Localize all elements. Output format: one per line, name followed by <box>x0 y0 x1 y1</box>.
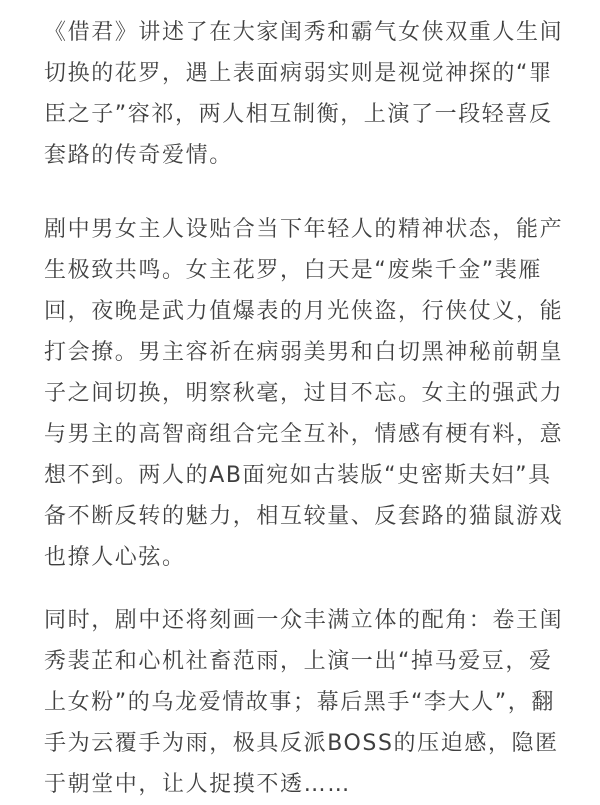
text-line: 打会撩。男主容祈在病弱美男和白切黑神秘前朝皇 <box>44 340 564 365</box>
text-line: 同时，剧中还将刻画一众丰满立体的配角：卷王闺 <box>44 608 564 633</box>
text-line: 生极致共鸣。女主花罗，白天是“废柴千金”裴雁 <box>44 258 542 283</box>
text-line: 臣之子”容祁，两人相互制衡，上演了一段轻喜反 <box>44 102 553 127</box>
text-line: 秀裴芷和心机社畜范雨，上演一出“掉马爱豆，爱 <box>44 649 553 674</box>
paragraph-intro <box>44 12 564 176</box>
text-line: 《借君》讲述了在大家闺秀和霸气女侠双重人生间 <box>44 20 564 45</box>
text-line: 套路的传奇爱情。 <box>44 143 233 168</box>
text-line: 上女粉”的乌龙爱情故事；幕后黑手“李大人”，翻 <box>44 690 555 715</box>
text-line: 于朝堂中，让人捉摸不透…… <box>44 772 351 797</box>
text-line: 手为云覆手为雨，极具反派BOSS的压迫感，隐匿 <box>44 731 559 756</box>
text-line: 与男主的高智商组合完全互补，情感有梗有料，意 <box>44 422 564 447</box>
text-line: 回，夜晚是武力值爆表的月光侠盗，行侠仗义，能 <box>44 299 564 324</box>
text-line: 剧中男女主人设贴合当下年轻人的精神状态，能产 <box>44 217 564 242</box>
text-line: 也撩人心弦。 <box>44 545 186 570</box>
paragraph-supporting-cast <box>44 600 564 805</box>
text-line: 备不断反转的魅力，相互较量、反套路的猫鼠游戏 <box>44 504 564 529</box>
text-line: 切换的花罗，遇上表面病弱实则是视觉神探的“罪 <box>44 61 553 86</box>
text-line: 想不到。两人的AB面宛如古装版“史密斯夫妇”具 <box>44 463 552 488</box>
text-line: 子之间切换，明察秋毫，过目不忘。女主的强武力 <box>44 381 564 406</box>
paragraph-leads <box>44 209 564 578</box>
